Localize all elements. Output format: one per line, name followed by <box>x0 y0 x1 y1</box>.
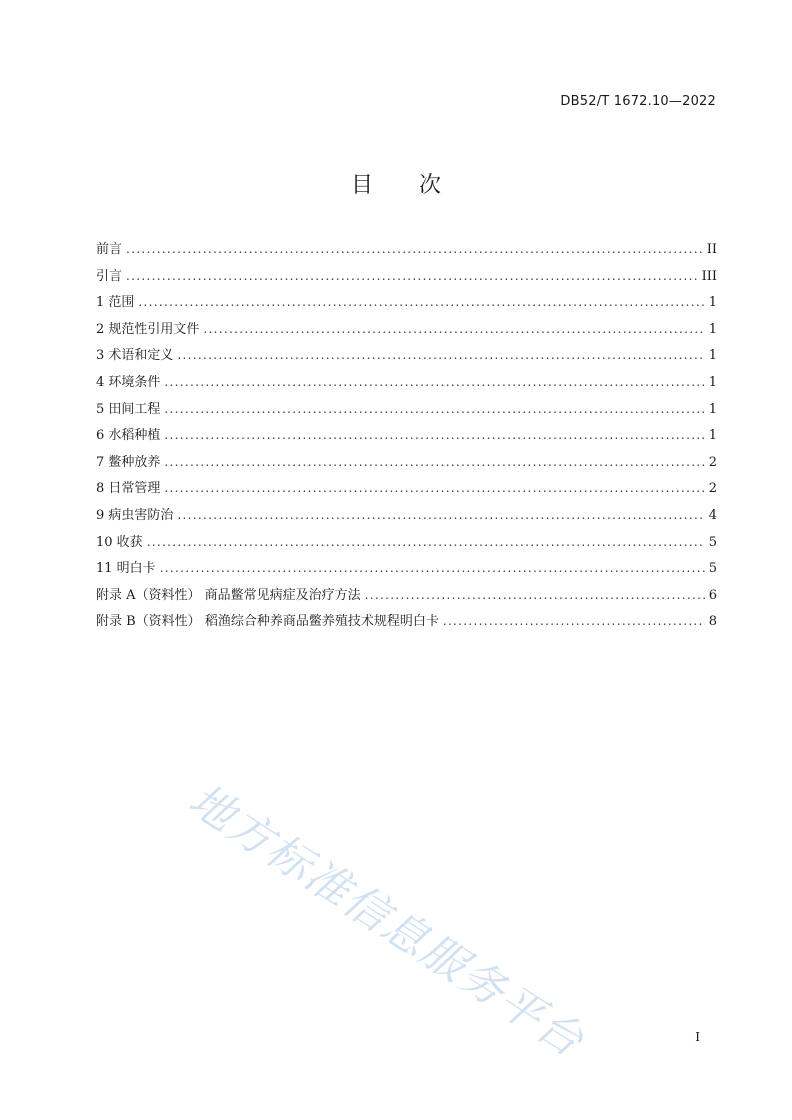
toc-leader-dots <box>164 402 704 416</box>
toc-item-page: 1 <box>708 321 717 337</box>
toc-item-page: 8 <box>708 614 717 630</box>
toc-item-page: 1 <box>708 348 717 364</box>
toc-item-page: 1 <box>708 401 717 417</box>
toc-leader-dots <box>365 588 705 602</box>
toc-leader-dots <box>177 508 704 522</box>
toc-item-label: 11 明白卡 <box>96 561 156 577</box>
toc-item-label: 附录 A（资料性） 商品鳖常见病症及治疗方法 <box>96 587 361 603</box>
toc-item-page: 5 <box>708 534 717 550</box>
toc-item-label: 引言 <box>96 268 123 284</box>
toc-item[interactable] <box>96 451 717 478</box>
toc-item[interactable] <box>96 557 717 584</box>
page-number: I <box>695 1030 700 1044</box>
table-of-contents <box>96 238 717 637</box>
toc-item-label: 10 收获 <box>96 534 143 550</box>
toc-item[interactable] <box>96 531 717 558</box>
toc-item-page: 1 <box>708 428 717 444</box>
toc-leader-dots <box>164 481 704 495</box>
toc-leader-dots <box>203 322 704 336</box>
toc-leader-dots <box>164 375 704 389</box>
toc-leader-dots <box>164 455 704 469</box>
toc-item-page: III <box>701 268 717 284</box>
toc-item-label: 5 田间工程 <box>96 401 161 417</box>
toc-item-label: 3 术语和定义 <box>96 348 174 364</box>
toc-item[interactable] <box>96 318 717 345</box>
toc-item-label: 前言 <box>96 242 123 257</box>
toc-item-page: 4 <box>708 507 717 523</box>
toc-item[interactable] <box>96 238 717 265</box>
title-char-2: 次 <box>419 173 442 198</box>
toc-item[interactable] <box>96 584 717 611</box>
toc-item-label: 附录 B（资料性） 稻渔综合种养商品鳖养殖技术规程明白卡 <box>96 614 439 630</box>
toc-item-label: 7 鳖种放养 <box>96 454 161 470</box>
toc-item-page: 5 <box>708 561 717 577</box>
toc-item-page: 1 <box>708 374 717 390</box>
toc-item[interactable] <box>96 477 717 504</box>
toc-leader-dots <box>126 269 698 283</box>
toc-item[interactable] <box>96 371 717 398</box>
toc-leader-dots <box>138 295 704 309</box>
toc-item-label: 6 水稻种植 <box>96 428 161 444</box>
toc-item-page: II <box>706 242 717 257</box>
toc-item-label: 1 范围 <box>96 295 135 311</box>
toc-leader-dots <box>164 428 704 442</box>
toc-leader-dots <box>160 561 705 575</box>
toc-item[interactable] <box>96 265 717 292</box>
toc-item[interactable] <box>96 344 717 371</box>
document-code: DB52/T 1672.10—2022 <box>560 94 716 109</box>
toc-leader-dots <box>443 614 705 628</box>
toc-item-label: 9 病虫害防治 <box>96 507 174 523</box>
toc-item[interactable] <box>96 504 717 531</box>
toc-item[interactable] <box>96 291 717 318</box>
toc-item[interactable] <box>96 398 717 425</box>
toc-item-label: 8 日常管理 <box>96 481 161 497</box>
toc-item-page: 1 <box>708 295 717 311</box>
toc-item-page: 2 <box>708 481 717 497</box>
toc-leader-dots <box>147 535 705 549</box>
page-title <box>0 168 792 199</box>
toc-leader-dots <box>177 348 704 362</box>
toc-leader-dots <box>126 242 703 256</box>
toc-item[interactable] <box>96 424 717 451</box>
toc-item-label: 4 环境条件 <box>96 374 161 390</box>
toc-item[interactable] <box>96 610 717 637</box>
toc-item-page: 2 <box>708 454 717 470</box>
watermark: 地方标准信息服务平台 <box>179 774 594 1068</box>
toc-item-label: 2 规范性引用文件 <box>96 321 200 337</box>
title-char-1: 目 <box>350 173 373 198</box>
toc-item-page: 6 <box>708 587 717 603</box>
